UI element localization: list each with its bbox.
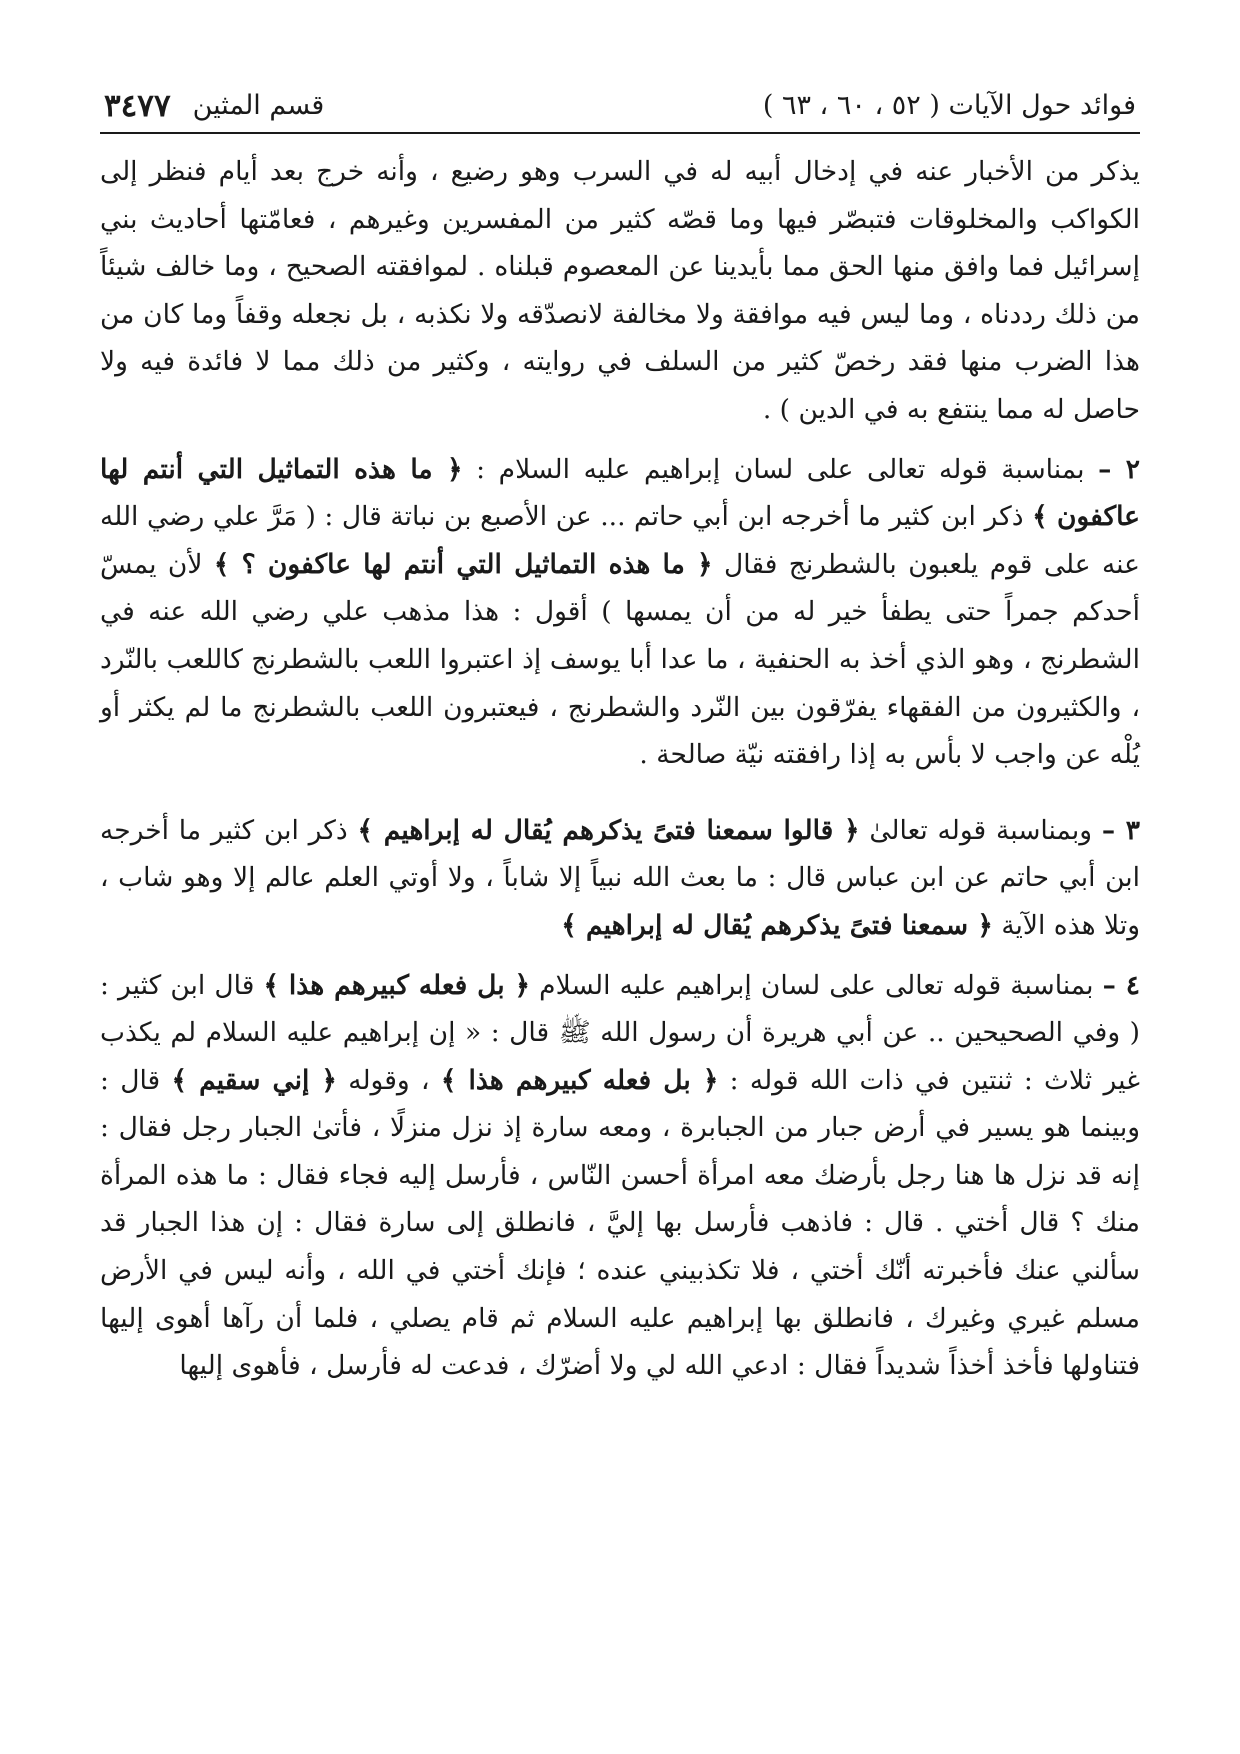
paragraph-2: ٢ – بمناسبة قوله تعالى على لسان إبراهيم عليه السلام : ﴿ ما هذه التماثيل التي أنتم لها عاكفون ﴾ ذكر ابن كثير ما أخرجه ابن أبي حاتم ... عن الأصبع بن نباتة قال : ( مَرَّ علي رضي الله عنه على قوم يلعبون بالشطرنج فقال ﴿ ما هذه التماثيل التي أنتم لها عاكفون ؟ ﴾ لأن يمسّ أحدكم جمراً حتى يطفأ خير له من أن يمسها ) أقول : هذا مذهب علي رضي الله عنه في الشطرنج ، وهو الذي أخذ به الحنفية ، ما عدا أبا يوسف إذ اعتبروا اللعب بالشطرنج كاللعب بالنّرد ، والكثيرون من الفقهاء يفرّقون بين النّرد والشطرنج ، فيعتبرون اللعب بالشطرنج ما لم يكثر أو يُلْه عن واجب لا بأس به إذا رافقته نيّة صالحة . bbox=[100, 453, 1140, 771]
quran-quote: ﴿ سمعنا فتىً يذكرهم يُقال له إبراهيم ﴾ bbox=[561, 909, 993, 941]
quran-quote: ﴿ ما هذه التماثيل التي أنتم لها عاكفون ؟ ﴾ bbox=[213, 548, 713, 580]
paragraph-4: ٤ – بمناسبة قوله تعالى على لسان إبراهيم عليه السلام ﴿ بل فعله كبيرهم هذا ﴾ قال ابن كثير : ( وفي الصحيحين .. عن أبي هريرة أن رسول الله ﷺ قال : « إن إبراهيم عليه السلام لم يكذب غير ثلاث : ثنتين في ذات الله قوله : ﴿ بل فعله كبيرهم هذا ﴾ ، وقوله ﴿ إني سقيم ﴾ قال : وبينما هو يسير في أرض جبار من الجبابرة ، ومعه سارة إذ نزل منزلًا ، فأتىٰ الجبار رجل فقال : إنه قد نزل ها هنا رجل بأرضك معه امرأة أحسن النّاس ، فأرسل إليه فجاء فقال : ما هذه المرأة منك ؟ قال أختي . قال : فاذهب فأرسل بها إليَّ ، فانطلق إلى سارة فقال : إن هذا الجبار قد سألني عنك فأخبرته أنّك أختي ، فلا تكذبيني عنده ؛ فإنك أختي في الله ، وأنه ليس في الأرض مسلم غيري وغيرك ، فانطلق بها إبراهيم عليه السلام ثم قام يصلي ، فلما أن رآها أهوى إليها فتناولها فأخذ أخذاً شديداً فقال : ادعي الله لي ولا أضرّك ، فدعت له فأرسل ، فأهوى إليها bbox=[100, 969, 1140, 1382]
section-name: قسم المثين bbox=[192, 90, 325, 121]
quran-quote: ﴿ قالوا سمعنا فتىً يذكرهم يُقال له إبراهيم ﴾ bbox=[357, 814, 860, 846]
page-header bbox=[100, 88, 1140, 130]
item-number: ٤ – bbox=[1102, 969, 1140, 1001]
body-text bbox=[100, 148, 1140, 1390]
item-number: ٣ – bbox=[1101, 814, 1140, 846]
quran-quote: ﴿ ما هذه التماثيل التي أنتم لها عاكفون ﴾ bbox=[100, 453, 1140, 533]
quran-quote: ﴿ إني سقيم ﴾ bbox=[171, 1064, 337, 1096]
quran-quote: ﴿ بل فعله كبيرهم هذا ﴾ bbox=[440, 1064, 719, 1096]
running-title: فوائد حول الآيات ( ٥٢ ، ٦٠ ، ٦٣ ) bbox=[762, 90, 1136, 121]
header-rule bbox=[100, 132, 1140, 134]
quran-quote: ﴿ بل فعله كبيرهم هذا ﴾ bbox=[263, 969, 531, 1001]
paragraph-1: يذكر من الأخبار عنه في إدخال أبيه له في السرب وهو رضيع ، وأنه خرج بعد أيام فنظر إلى الكواكب والمخلوقات فتبصّر فيها وما قصّه كثير من المفسرين وغيرهم ، فعامّتها أحاديث بني إسرائيل فما وافق منها الحق مما بأيدينا عن المعصوم قبلناه . لموافقته الصحيح ، وما خالف شيئاً من ذلك رددناه ، وما ليس فيه موافقة ولا مخالفة لانصدّقه ولا نكذبه ، بل نجعله وقفاً وما كان من هذا الضرب منها فقد رخصّ كثير من السلف في روايته ، وكثير من ذلك مما لا فائدة فيه ولا حاصل له مما ينتفع به في الدين ) . bbox=[100, 156, 1140, 425]
item-number: ٢ – bbox=[1098, 453, 1140, 485]
paragraph-3: ٣ – وبمناسبة قوله تعالىٰ ﴿ قالوا سمعنا فتىً يذكرهم يُقال له إبراهيم ﴾ ذكر ابن كثير ما أخرجه ابن أبي حاتم عن ابن عباس قال : ما بعث الله نبياً إلا شاباً ، ولا أوتي العلم عالم إلا وهو شاب ، وتلا هذه الآية ﴿ سمعنا فتىً يذكرهم يُقال له إبراهيم ﴾ bbox=[100, 814, 1140, 941]
page-number: ٣٤٧٧ bbox=[104, 88, 171, 124]
